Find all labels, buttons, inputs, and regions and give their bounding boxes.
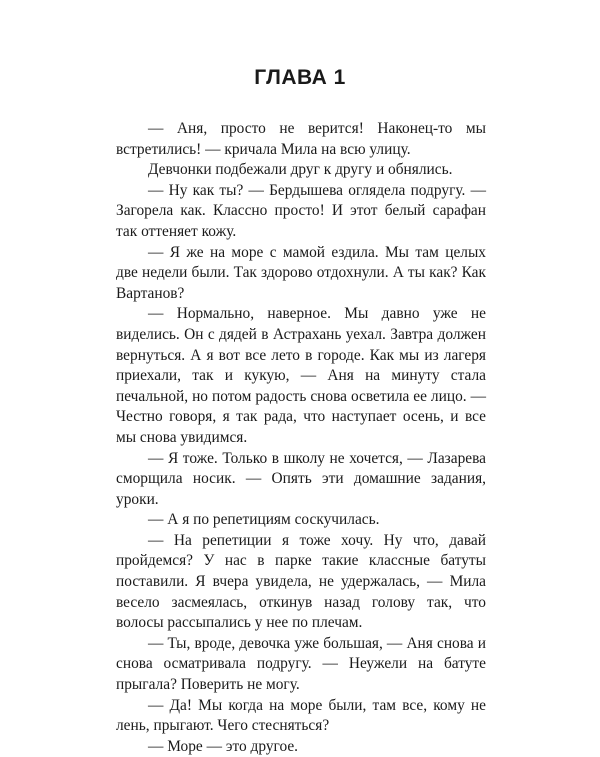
paragraph: Девчонки подбежали друг к другу и обнялись. <box>148 161 453 179</box>
paragraph: — Нормально, наверное. Мы давно уже не виделись. Он с дядей в Астрахань уехал. Завтра должен вернуться. А я вот все лето в городе. Как мы из лагеря приехали, так и кукую, — Аня на минуту стала печальной, но потом радость снова осветила ее лицо. — Честно говоря, я так рада, что наступает осень, и все мы снова увидимся. <box>116 305 486 446</box>
paragraph: — Море — это другое. <box>148 737 299 755</box>
paragraph: — На репетиции я тоже хочу. Ну что, давай пройдемся? У нас в парке такие классные батуты поставили. Я вчера увидела, не удержалась, — Мила весело засмеялась, откинув назад голову так, что волосы рассыпались у нее по плечам. <box>116 531 486 632</box>
chapter-text <box>116 119 486 757</box>
paragraph: — Ну как ты? — Бердышева оглядела подругу. — Загорела как. Классно просто! И этот белый сарафан так оттеняет кожу. <box>116 181 486 240</box>
paragraph: — Я тоже. Только в школу не хочется, — Лазарева сморщила носик. — Опять эти домашние задания, уроки. <box>116 449 486 508</box>
paragraph: — Ты, вроде, девочка уже большая, — Аня снова и снова осматривала подругу. — Неужели на батуте прыгала? Поверить не могу. <box>116 634 486 694</box>
chapter-title: ГЛАВА 1 <box>254 66 346 89</box>
paragraph: — Да! Мы когда на море были, там все, кому не лень, прыгают. Чего стесняться? <box>116 696 486 735</box>
paragraph: — Я же на море с мамой ездила. Мы там целых две недели были. Так здорово отдохнули. А ты как? Как Вартанов? <box>116 243 486 302</box>
paragraph: — Аня, просто не верится! Наконец-то мы встретились! — кричала Мила на всю улицу. <box>116 120 486 158</box>
paragraph: — А я по репетициям соскучилась. <box>148 511 380 529</box>
